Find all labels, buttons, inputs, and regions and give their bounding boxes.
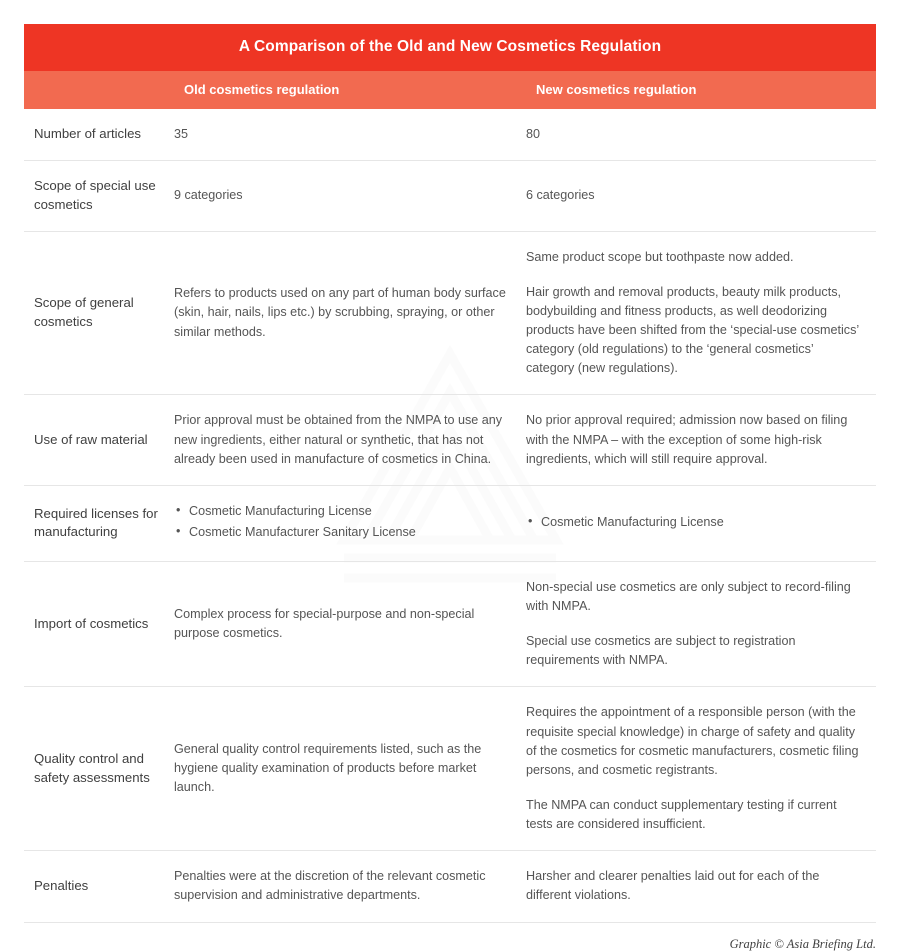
- paragraph: Requires the appointment of a responsible person (with the requisite special knowledge) in charge of safety and quality of the cosmetics for cosmetic manufacturers, cosmetic filing persons, and cosmetic registrants.: [526, 705, 859, 777]
- table-row: [24, 687, 876, 851]
- paragraph: Non-special use cosmetics are only subject to record-filing with NMPA.: [526, 579, 851, 614]
- bullet-list: [526, 513, 860, 535]
- table-row: [24, 851, 876, 922]
- credit-line: Graphic © Asia Briefing Ltd.: [729, 936, 876, 951]
- comparison-table-wrapper: [24, 24, 876, 923]
- row-new-value: Harsher and clearer penalties laid out for each of the different violations.: [526, 851, 876, 922]
- row-new-value: [526, 485, 876, 561]
- header-blank-cell: [24, 71, 174, 109]
- paragraph: Hair growth and removal products, beauty milk products, bodybuilding and fitness products, as well deodorizing products have been shifted from the ‘special-use cosmetics’ category (old regulations) to the ‘general cosmetics’ category (new regulations).: [526, 284, 859, 376]
- row-old-value: [174, 485, 526, 561]
- table-row: [24, 161, 876, 231]
- paragraph: Special use cosmetics are subject to registration requirements with NMPA.: [526, 634, 796, 668]
- table-row: [24, 231, 876, 395]
- header-new-regulation: New cosmetics regulation: [526, 71, 876, 109]
- list-item: • Cosmetic Manufacturing License: [189, 502, 510, 524]
- row-label: Import of cosmetics: [24, 561, 174, 687]
- table-row: [24, 395, 876, 485]
- row-label: Penalties: [24, 851, 174, 922]
- list-item: • Cosmetic Manufacturer Sanitary License: [189, 523, 510, 545]
- table-row: [24, 109, 876, 161]
- row-label: Required licenses for manufacturing: [24, 485, 174, 561]
- table-row: [24, 561, 876, 687]
- table-header-row: [24, 71, 876, 109]
- row-old-value: General quality control requirements listed, such as the hygiene quality examination of products before market launch.: [174, 687, 526, 851]
- row-label: Use of raw material: [24, 395, 174, 485]
- row-new-value: [526, 687, 876, 851]
- row-old-value: Complex process for special-purpose and non-special purpose cosmetics.: [174, 561, 526, 687]
- row-new-value: No prior approval required; admission now based on filing with the NMPA – with the exception of some high-risk ingredients, which will still require approval.: [526, 395, 876, 485]
- row-old-value: Penalties were at the discretion of the relevant cosmetic supervision and administrative departments.: [174, 851, 526, 922]
- comparison-table: [24, 24, 876, 923]
- paragraph: Refers to products used on any part of human body surface (skin, hair, nails, lips etc.) by scrubbing, spraying, or other similar methods.: [174, 286, 506, 339]
- row-new-value: 80: [526, 109, 876, 161]
- row-new-value: [526, 561, 876, 687]
- header-old-regulation: Old cosmetics regulation: [174, 71, 526, 109]
- paragraph: The NMPA can conduct supplementary testing if current tests are considered insufficient.: [526, 798, 837, 832]
- row-old-value: [174, 231, 526, 395]
- row-old-value: 9 categories: [174, 161, 526, 231]
- table-title-row: [24, 24, 876, 71]
- bullet-list: [174, 502, 510, 545]
- page-title: A Comparison of the Old and New Cosmetics Regulation: [24, 24, 876, 71]
- row-new-value: 6 categories: [526, 161, 876, 231]
- row-label: Scope of special use cosmetics: [24, 161, 174, 231]
- row-new-value: [526, 231, 876, 395]
- row-old-value: 35: [174, 109, 526, 161]
- row-label: Number of articles: [24, 109, 174, 161]
- paragraph: Same product scope but toothpaste now added.: [526, 249, 794, 264]
- row-label: Quality control and safety assessments: [24, 687, 174, 851]
- row-old-value: Prior approval must be obtained from the NMPA to use any new ingredients, either natural or synthetic, that has not already been used in manufacture of cosmetics in China.: [174, 395, 526, 485]
- table-row: [24, 485, 876, 561]
- list-item: • Cosmetic Manufacturing License: [541, 513, 860, 535]
- row-label: Scope of general cosmetics: [24, 231, 174, 395]
